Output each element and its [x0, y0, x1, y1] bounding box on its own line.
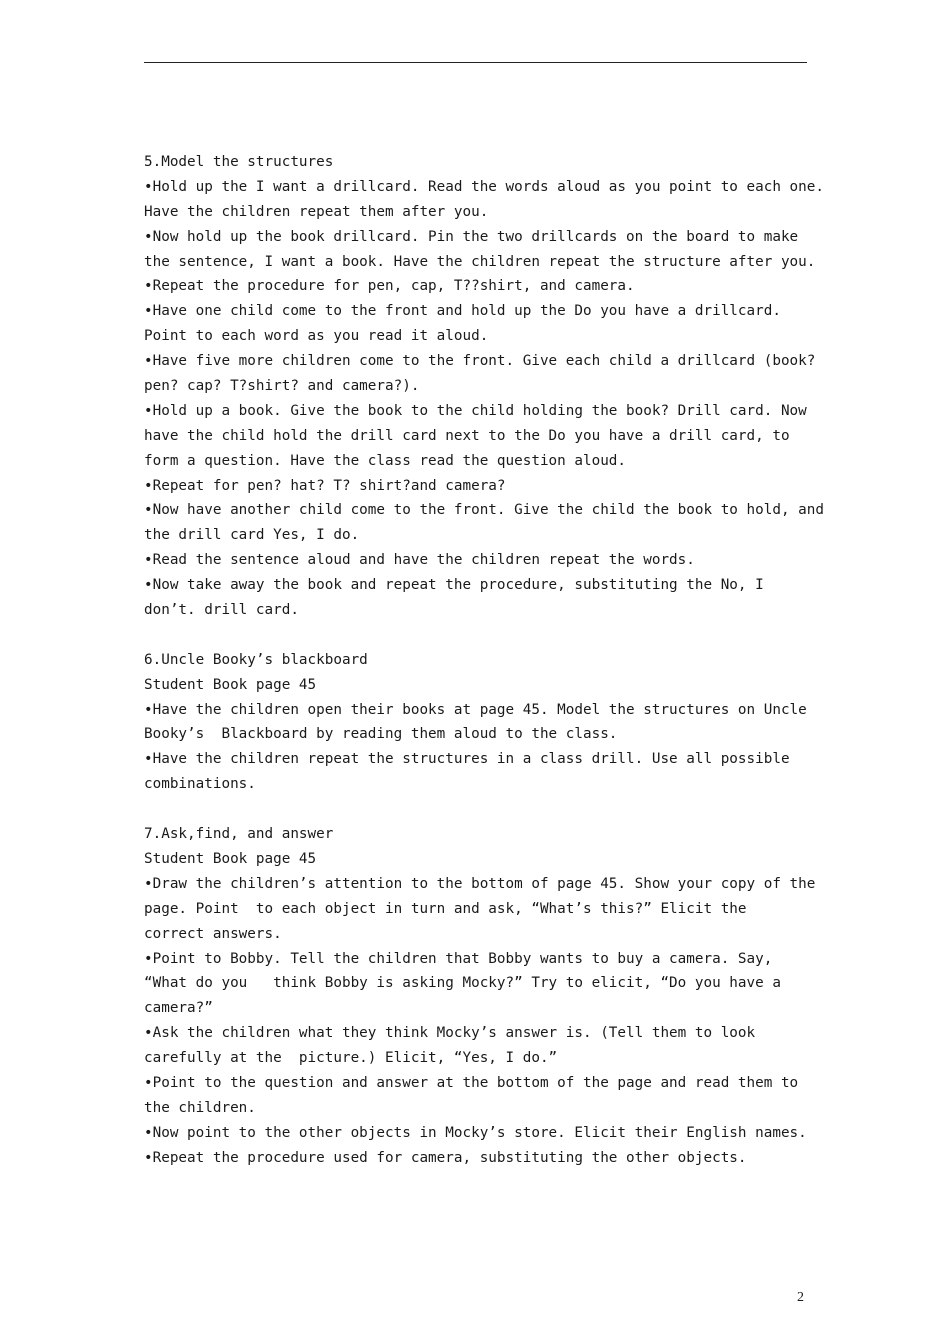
text-line: the drill card Yes, I do. — [144, 527, 360, 544]
text-line: Student Book page 45 — [144, 676, 317, 693]
text-line: have the child hold the drill card next to the Do you have a drill card, to — [144, 427, 790, 444]
text-line: Student Book page 45 — [144, 850, 317, 867]
header-rule — [144, 62, 807, 63]
text-line: pen? cap? T?shirt? and camera?). — [144, 378, 420, 395]
text-line: •Read the sentence aloud and have the children repeat the words. — [144, 552, 695, 569]
text-line: correct answers. — [144, 925, 282, 942]
text-line: camera?” — [144, 1000, 213, 1017]
text-line: •Repeat the procedure for pen, cap, T??shirt, and camera. — [144, 278, 635, 295]
text-line: page. Point to each object in turn and ask, “What’s this?” Elicit the — [144, 900, 747, 917]
text-line: carefully at the picture.) Elicit, “Yes, I do.” — [144, 1050, 558, 1067]
text-line: don’t. drill card. — [144, 602, 299, 619]
paragraph-gap — [144, 797, 824, 822]
text-line: •Have five more children come to the front. Give each child a drillcard (book? — [144, 353, 816, 370]
section-model-structures — [144, 150, 824, 623]
text-line: •Now point to the other objects in Mocky’s store. Elicit their English names. — [144, 1124, 807, 1141]
text-line: “What do you think Bobby is asking Mocky?” Try to elicit, “Do you have a — [144, 975, 781, 992]
text-line: Booky’s Blackboard by reading them aloud to the class. — [144, 726, 618, 743]
text-line: •Point to Bobby. Tell the children that Bobby wants to buy a camera. Say, — [144, 950, 773, 967]
text-line: form a question. Have the class read the question aloud. — [144, 452, 627, 469]
text-line: the sentence, I want a book. Have the children repeat the structure after you. — [144, 253, 816, 270]
text-line: the children. — [144, 1099, 256, 1116]
text-line: •Repeat the procedure used for camera, substituting the other objects. — [144, 1149, 747, 1166]
text-line: •Now take away the book and repeat the procedure, substituting the No, I — [144, 577, 764, 594]
text-line: •Now hold up the book drillcard. Pin the two drillcards on the board to make — [144, 228, 799, 245]
text-line: Have the children repeat them after you. — [144, 203, 489, 220]
text-line: •Now have another child come to the front. Give the child the book to hold, and — [144, 502, 824, 519]
text-line: •Repeat for pen? hat? T? shirt?and camera? — [144, 477, 506, 494]
section-ask-find-answer — [144, 822, 824, 1170]
text-line: Point to each word as you read it aloud. — [144, 328, 489, 345]
section-heading: 7.Ask,find, and answer — [144, 826, 334, 843]
text-line: •Ask the children what they think Mocky’s answer is. (Tell them to look — [144, 1025, 756, 1042]
text-line: •Have one child come to the front and hold up the Do you have a drillcard. — [144, 303, 781, 320]
paragraph-gap — [144, 623, 824, 648]
text-line: •Point to the question and answer at the bottom of the page and read them to — [144, 1074, 799, 1091]
section-heading: 6.Uncle Booky’s blackboard — [144, 651, 368, 668]
document-body — [144, 150, 824, 1171]
text-line: •Have the children repeat the structures in a class drill. Use all possible — [144, 751, 790, 768]
text-line: •Draw the children’s attention to the bottom of page 45. Show your copy of the — [144, 875, 816, 892]
section-heading: 5.Model the structures — [144, 154, 334, 170]
text-line: •Hold up a book. Give the book to the child holding the book? Drill card. Now — [144, 402, 807, 419]
page-number: 2 — [797, 1290, 804, 1305]
text-line: combinations. — [144, 776, 256, 793]
section-uncle-booky-blackboard — [144, 648, 824, 797]
text-line: •Hold up the I want a drillcard. Read the words aloud as you point to each one. — [144, 178, 824, 195]
text-line: •Have the children open their books at page 45. Model the structures on Uncle — [144, 701, 807, 718]
